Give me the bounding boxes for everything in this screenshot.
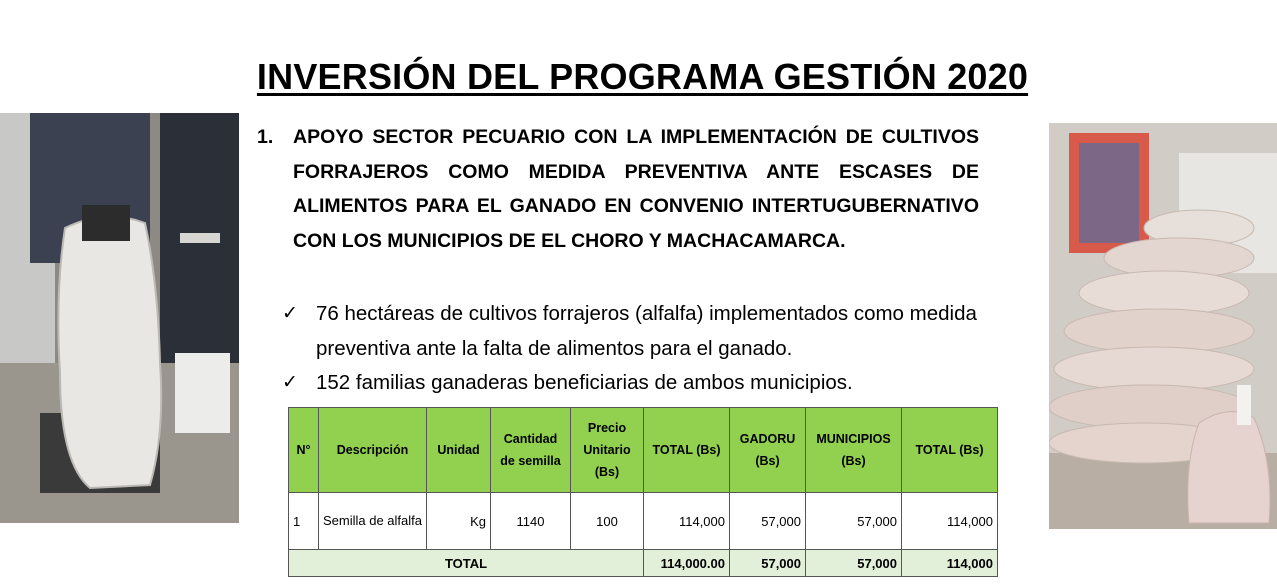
photo-seed-bag-weighing (0, 113, 239, 523)
page-title: INVERSIÓN DEL PROGRAMA GESTIÓN 2020 (256, 56, 1029, 97)
photo-seed-sacks-storage (1049, 123, 1277, 529)
cell-total-2: 114,000 (902, 493, 998, 550)
total-total: 114,000.00 (644, 550, 730, 577)
cell-n: 1 (289, 493, 319, 550)
checkmark-icon: ✓ (282, 372, 298, 393)
total-gadoru: 57,000 (730, 550, 806, 577)
header-total-2: TOTAL (Bs) (902, 408, 998, 493)
bullet-text: 76 hectáreas de cultivos forrajeros (alfalfa) implementados como medida preventiva ante la falta de alimentos para el ganado. (316, 302, 977, 360)
cell-precio: 100 (571, 493, 644, 550)
header-cantidad: Cantidad de semilla (491, 408, 571, 493)
table-header-row (289, 408, 998, 493)
total-municipios: 57,000 (806, 550, 902, 577)
bullet-item (282, 366, 1042, 401)
cell-total: 114,000 (644, 493, 730, 550)
total-total-2: 114,000 (902, 550, 998, 577)
bullet-text: 152 familias ganaderas beneficiarias de ambos municipios. (316, 371, 853, 394)
section-heading (257, 120, 979, 258)
seed-sacks-illustration (1049, 123, 1277, 529)
cell-descripcion: Semilla de alfalfa (319, 493, 427, 550)
bullet-list (282, 297, 1042, 401)
header-unidad: Unidad (427, 408, 491, 493)
header-descripcion: Descripción (319, 408, 427, 493)
header-n: N° (289, 408, 319, 493)
cell-unidad: Kg (427, 493, 491, 550)
header-municipios: MUNICIPIOS (Bs) (806, 408, 902, 493)
cell-gadoru: 57,000 (730, 493, 806, 550)
cell-cantidad: 1140 (491, 493, 571, 550)
seed-bag-scale-illustration (0, 113, 239, 523)
table-total-row (289, 550, 998, 577)
total-label: TOTAL (289, 550, 644, 577)
header-total: TOTAL (Bs) (644, 408, 730, 493)
header-precio: Precio Unitario (Bs) (571, 408, 644, 493)
heading-number: 1. (257, 126, 274, 148)
checkmark-icon: ✓ (282, 303, 298, 324)
cell-municipios: 57,000 (806, 493, 902, 550)
header-gadoru: GADORU (Bs) (730, 408, 806, 493)
investment-table (288, 407, 998, 577)
table-row (289, 493, 998, 550)
heading-text: APOYO SECTOR PECUARIO CON LA IMPLEMENTACIÓN DE CULTIVOS FORRAJEROS COMO MEDIDA PREVENTIVA ANTE ESCASES DE ALIMENTOS PARA EL GANADO EN CONVENIO INTERTUGUBERNATIVO CON LOS MUNICIPIOS DE EL CHORO Y MACHACAMARCA. (293, 126, 979, 252)
bullet-item (282, 297, 1042, 366)
